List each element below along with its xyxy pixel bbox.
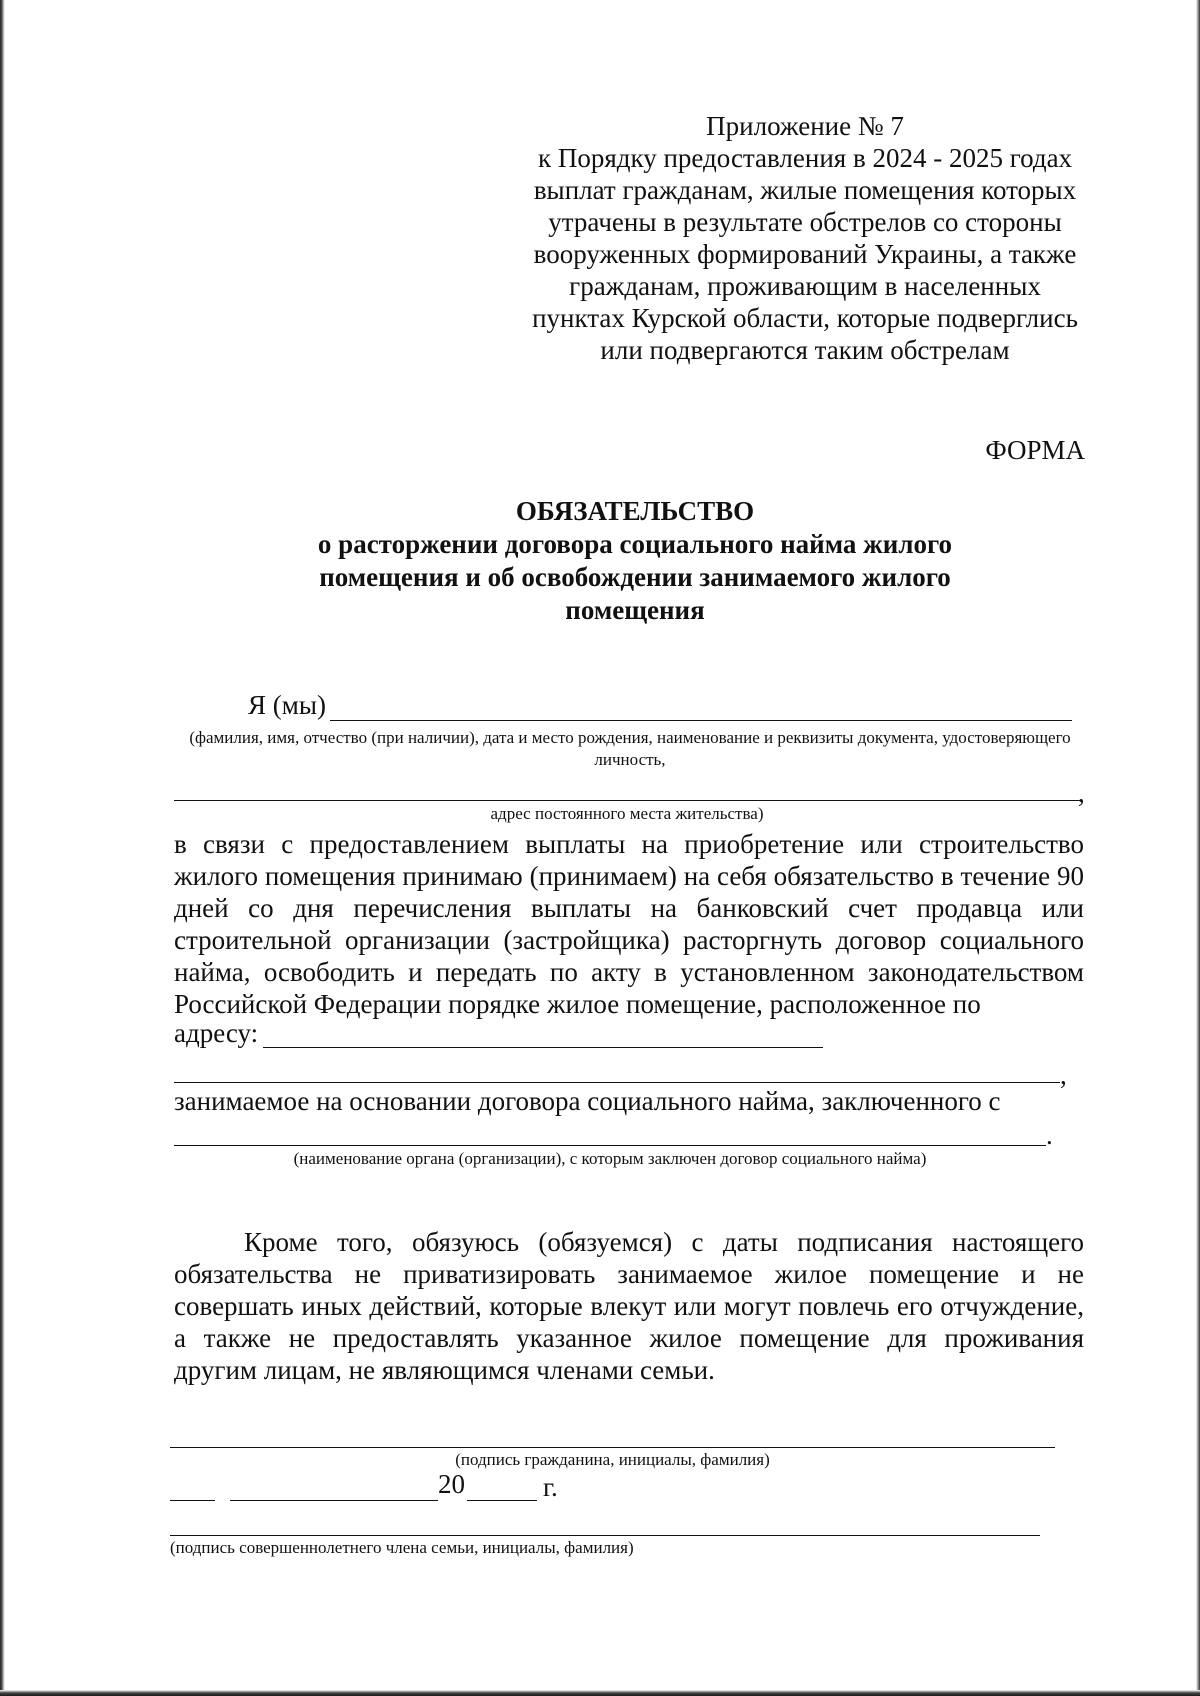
address-hint: адрес постоянного места жительства) <box>490 804 764 823</box>
scan-edge-bottom <box>0 1690 1200 1696</box>
additional-paragraph: Кроме того, обязуюсь (обязуемся) с даты подписания настоящего обязательства не приватизировать занимаемое жилое помещение и не совершать иных действий, которые влекут или могут повлечь его отчуждение, а также не предоставлять указанное жилое помещение для проживания другим лицам, не являющимся членами семьи. <box>174 1227 1084 1385</box>
form-label: ФОРМА <box>985 435 1085 465</box>
obligation-paragraph: в связи с предоставлением выплаты на приобретение или строительство жилого помещения принимаю (принимаем) на себя обязательство в течение 90 дней со дня перечисления выплаты на банковский счет продавца или строительной организации (застройщика) расторгнуть договор социального найма, освободить и передать по акту в установленном законодательством Российской Федерации порядке жилое помещение, расположенное по <box>174 829 1084 1019</box>
property-address-line-1[interactable] <box>263 1047 823 1048</box>
family-signature-hint: (подпись совершеннолетнего члена семьи, инициалы, фамилия) <box>170 1538 634 1557</box>
citizen-signature-line[interactable] <box>170 1447 1055 1448</box>
date-day-line[interactable] <box>170 1500 215 1501</box>
year-prefix: 20 <box>438 1469 465 1499</box>
year-suffix: г. <box>543 1472 558 1502</box>
person-name-line[interactable] <box>330 720 1072 721</box>
comma-mark-2: , <box>1060 1060 1067 1090</box>
residence-address-line[interactable] <box>174 800 1080 801</box>
contract-text: занимаемое на основании договора социального найма, заключенного с <box>174 1086 1001 1116</box>
appendix-block <box>520 110 1090 366</box>
comma-mark: , <box>1078 778 1085 808</box>
family-signature-line[interactable] <box>170 1535 1040 1536</box>
organization-line[interactable] <box>174 1145 1046 1146</box>
signature-hint: (подпись гражданина, инициалы, фамилия) <box>455 1450 770 1469</box>
date-month-line[interactable] <box>230 1500 438 1501</box>
date-year-line[interactable] <box>467 1500 537 1501</box>
scan-edge-left <box>0 0 5 1696</box>
title-sub: о расторжении договора социального найма жилого помещения и об освобождении занимаемого жилого помещения <box>317 529 953 625</box>
scan-edge-right <box>1196 0 1200 1696</box>
address-label: адресу: <box>174 1018 259 1048</box>
person-hint: (фамилия, имя, отчество (при наличии), дата и место рождения, наименование и реквизиты документа, удостоверяющего личность, <box>189 728 1071 769</box>
appendix-text: к Порядку предоставления в 2024 - 2025 годах выплат гражданам, жилые помещения которых утрачены в результате обстрелов со стороны вооруженных формирований Украины, а также гражданам, проживающим в населенных пунктах Курской области, которые подверглись или подвергаются таким обстрелам <box>532 143 1078 365</box>
title-main: ОБЯЗАТЕЛЬСТВО <box>515 496 755 526</box>
appendix-number: Приложение № 7 <box>706 111 904 141</box>
we-label: Я (мы) <box>248 690 326 720</box>
period-mark: . <box>1046 1120 1053 1150</box>
organization-hint: (наименование органа (организации), с которым заключен договор социального найма) <box>293 1149 927 1168</box>
document-title <box>0 495 1200 627</box>
property-address-line-2[interactable] <box>174 1082 1060 1083</box>
